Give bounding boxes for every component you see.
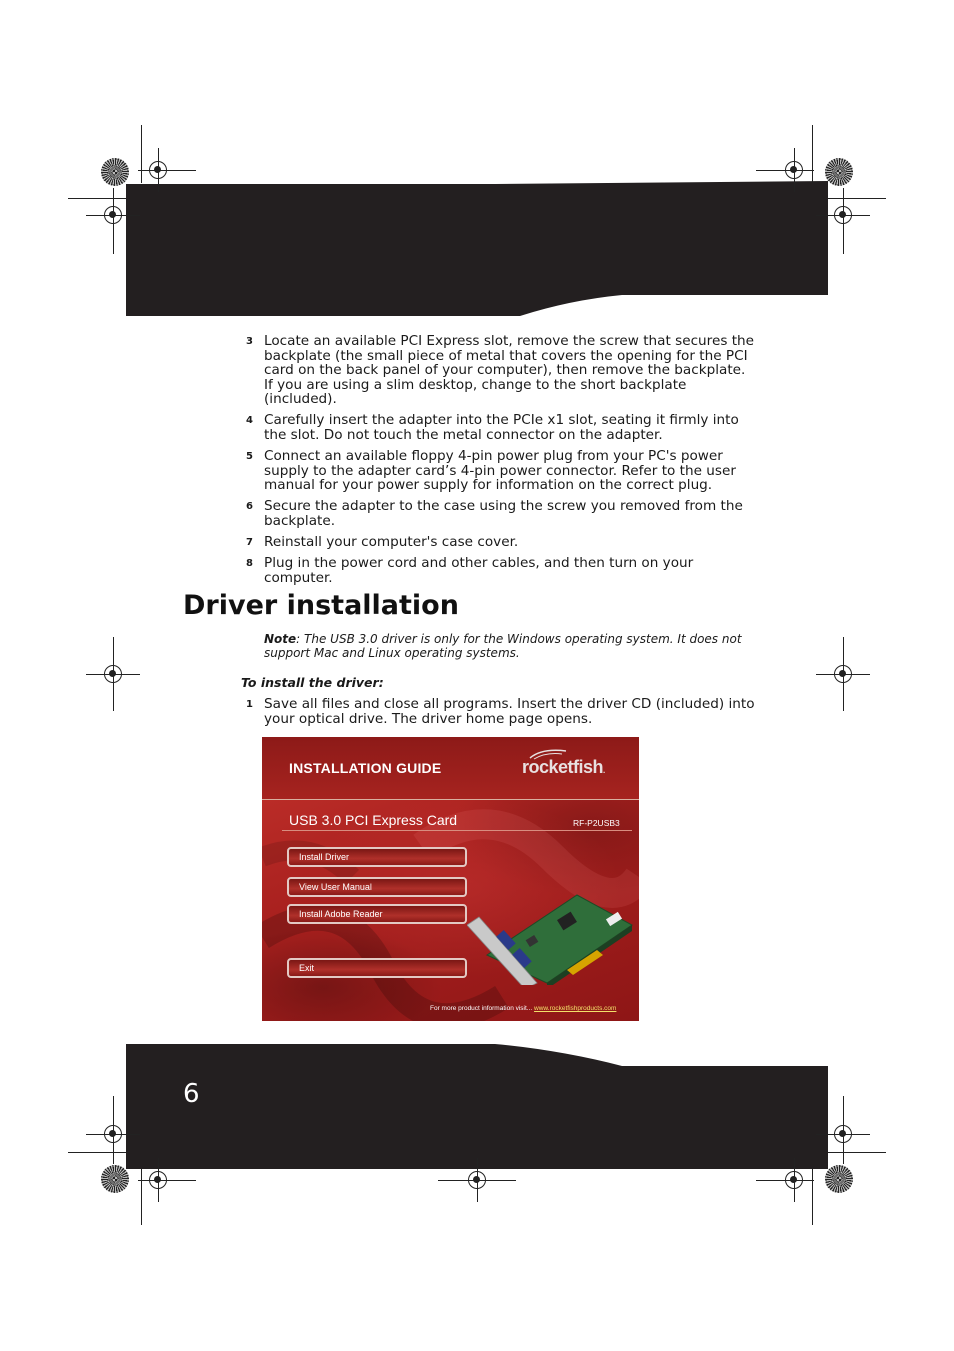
star-target-icon — [101, 1165, 129, 1193]
note-label: Note — [264, 632, 297, 646]
installer-footer — [430, 1005, 616, 1012]
step-text: Connect an available floppy 4-pin power plug from your PC's power supply to the adapter card’s 4-pin power connector. Refer to the user manual for your power supply for information on the correct plug. — [264, 448, 736, 494]
footer-text: For more product information visit... — [430, 1005, 533, 1012]
list-item — [240, 535, 755, 550]
list-item — [240, 413, 755, 442]
note-text: : The USB 3.0 driver is only for the Windows operating system. It does not support Mac and Linux operating systems. — [264, 632, 742, 661]
brand-logo — [522, 757, 605, 778]
divider — [282, 830, 632, 831]
step-number: 4 — [246, 415, 253, 427]
step-number: 8 — [246, 558, 253, 570]
step-text: Plug in the power cord and other cables, and then turn on your computer. — [264, 555, 694, 586]
list-item — [240, 449, 755, 493]
logo-text: rocketfish — [522, 757, 604, 777]
step-text: Save all files and close all programs. Insert the driver CD (included) into your optical drive. The driver home page opens. — [264, 696, 755, 727]
installer-title: INSTALLATION GUIDE — [289, 760, 442, 776]
step-number: 3 — [246, 336, 253, 347]
star-target-icon — [825, 158, 853, 186]
install-driver-button[interactable]: Install Driver — [287, 847, 467, 867]
step-number: 5 — [246, 451, 253, 463]
step-number: 7 — [246, 537, 253, 549]
step-text: Carefully insert the adapter into the PCIe x1 slot, seating it firmly into the slot. Do not touch the metal connector on the adapter. — [264, 412, 739, 444]
exit-button[interactable]: Exit — [287, 958, 467, 978]
pci-card-image — [467, 875, 637, 985]
step-text: Reinstall your computer's case cover. — [264, 534, 519, 551]
step-text: Locate an available PCI Express slot, remove the screw that secures the backplate (the small piece of metal that covers the opening for the PCI card on the back panel of your computer), then remove the backplate. If you are using a slim desktop, change to the short backplate (included). — [264, 333, 755, 408]
page-number: 6 — [183, 1079, 200, 1109]
logo-swoosh-icon — [528, 748, 568, 760]
install-adobe-reader-button[interactable]: Install Adobe Reader — [287, 904, 467, 924]
step-number: 6 — [246, 501, 253, 513]
list-item — [240, 334, 755, 407]
driver-steps — [240, 697, 755, 733]
step-text: Secure the adapter to the case using the screw you removed from the backplate. — [264, 498, 743, 530]
note — [264, 632, 759, 661]
step-number: 1 — [246, 699, 253, 710]
view-user-manual-button[interactable]: View User Manual — [287, 877, 467, 897]
list-item — [240, 499, 755, 528]
star-target-icon — [825, 1165, 853, 1193]
list-item — [240, 556, 755, 585]
product-title: USB 3.0 PCI Express Card — [289, 812, 458, 828]
installer-screenshot — [262, 737, 639, 1021]
installation-steps — [240, 334, 755, 592]
model-number: RF-P2USB3 — [573, 818, 620, 828]
section-title: Driver installation — [183, 590, 459, 621]
list-item — [240, 697, 755, 726]
procedure-title: To install the driver: — [241, 675, 384, 690]
logo-dot: . — [603, 766, 605, 775]
star-target-icon — [101, 158, 129, 186]
website-link[interactable]: www.rocketfishproducts.com — [534, 1005, 617, 1012]
